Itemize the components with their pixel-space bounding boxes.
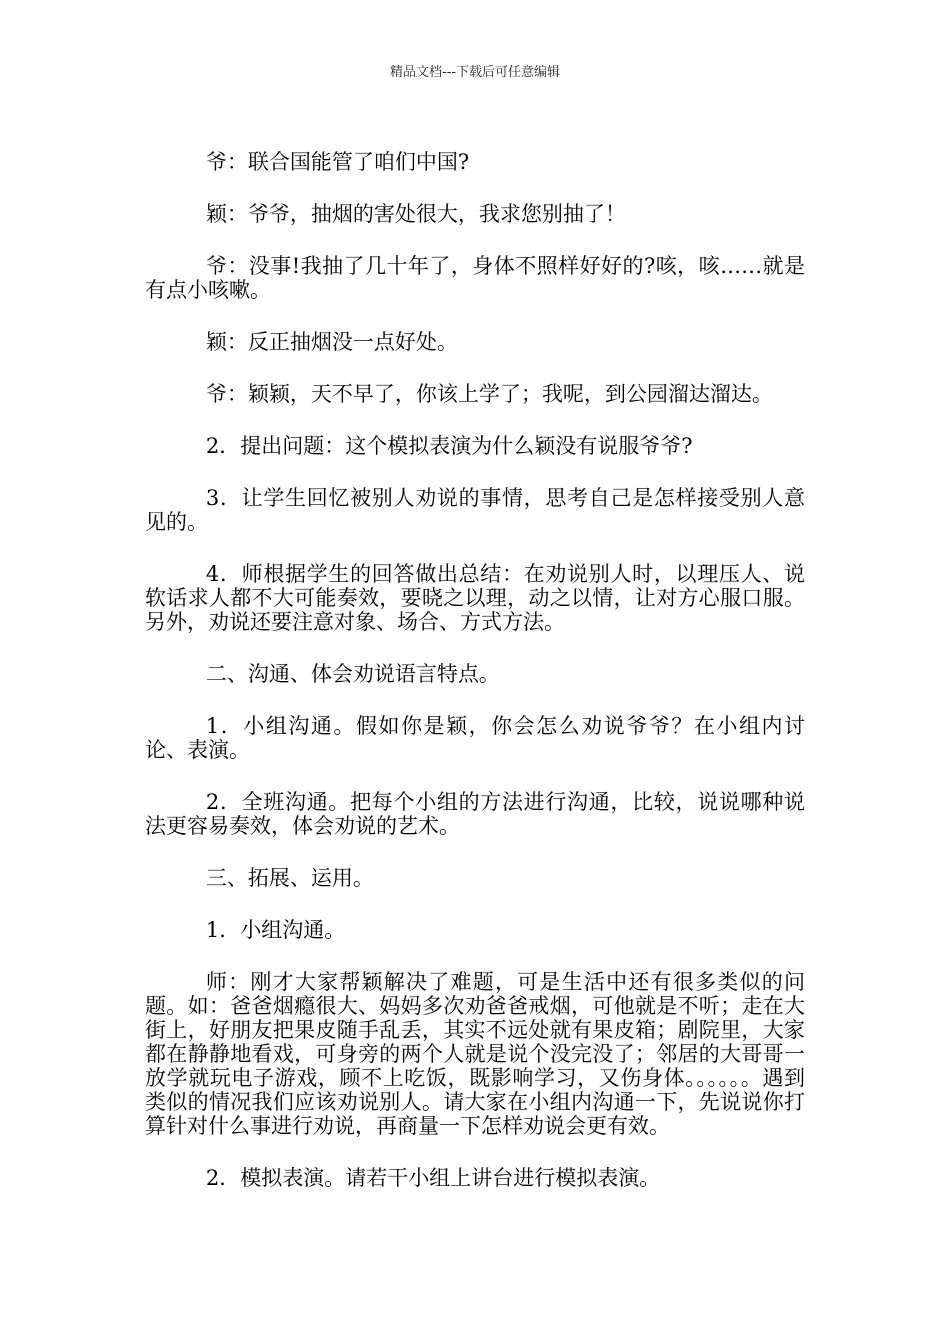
paragraph: 1．小组沟通。假如你是颖，你会怎么劝说爷爷？在小组内讨论、表演。 <box>145 714 805 762</box>
document-body <box>145 150 805 1218</box>
paragraph: 2．全班沟通。把每个小组的方法进行沟通，比较，说说哪种说法更容易奏效，体会劝说的艺术。 <box>145 790 805 838</box>
paragraph: 颖：爷爷，抽烟的害处很大，我求您别抽了！ <box>205 202 626 226</box>
section-heading: 三、拓展、运用。 <box>205 866 374 890</box>
paragraph: 师：刚才大家帮颖解决了难题，可是生活中还有很多类似的问题。如：爸爸烟瘾很大、妈妈多次劝爸爸戒烟，可他就是不听；走在大街上，好朋友把果皮随手乱丢，其实不远处就有果皮箱；剧院里，大家都在静静地看戏，可身旁的两个人就是说个没完没了；邻居的大哥哥一放学就玩电子游戏，顾不上吃饭，既影响学习，又伤身体。。。。。。遇到类似的情况我们应该劝说别人。请大家在小组内沟通一下，先说说你打算针对什么事进行劝说，再商量一下怎样劝说会更有效。 <box>145 970 805 1138</box>
page-header: 精品文档---下载后可任意编辑 <box>389 65 561 80</box>
paragraph: 4．师根据学生的回答做出总结：在劝说别人时，以理压人、说软话求人都不大可能奏效，要晓之以理，动之以情，让对方心服口服。另外，劝说还要注意对象、场合、方式方法。 <box>145 562 805 634</box>
paragraph: 2．模拟表演。请若干小组上讲台进行模拟表演。 <box>205 1166 661 1190</box>
paragraph: 颖：反正抽烟没一点好处。 <box>205 330 458 354</box>
section-heading: 二、沟通、体会劝说语言特点。 <box>205 662 500 686</box>
paragraph: 3．让学生回忆被别人劝说的事情，思考自己是怎样接受别人意见的。 <box>145 486 805 534</box>
paragraph: 爷：颖颖，天不早了，你该上学了；我呢，到公园溜达溜达。 <box>205 382 773 406</box>
paragraph: 2．提出问题：这个模拟表演为什么颖没有说服爷爷? <box>205 434 693 458</box>
paragraph: 1．小组沟通。 <box>205 918 346 942</box>
paragraph: 爷：联合国能管了咱们中国? <box>205 150 470 174</box>
paragraph: 爷：没事!我抽了几十年了，身体不照样好好的?咳，咳……就是有点小咳嗽。 <box>145 254 805 302</box>
